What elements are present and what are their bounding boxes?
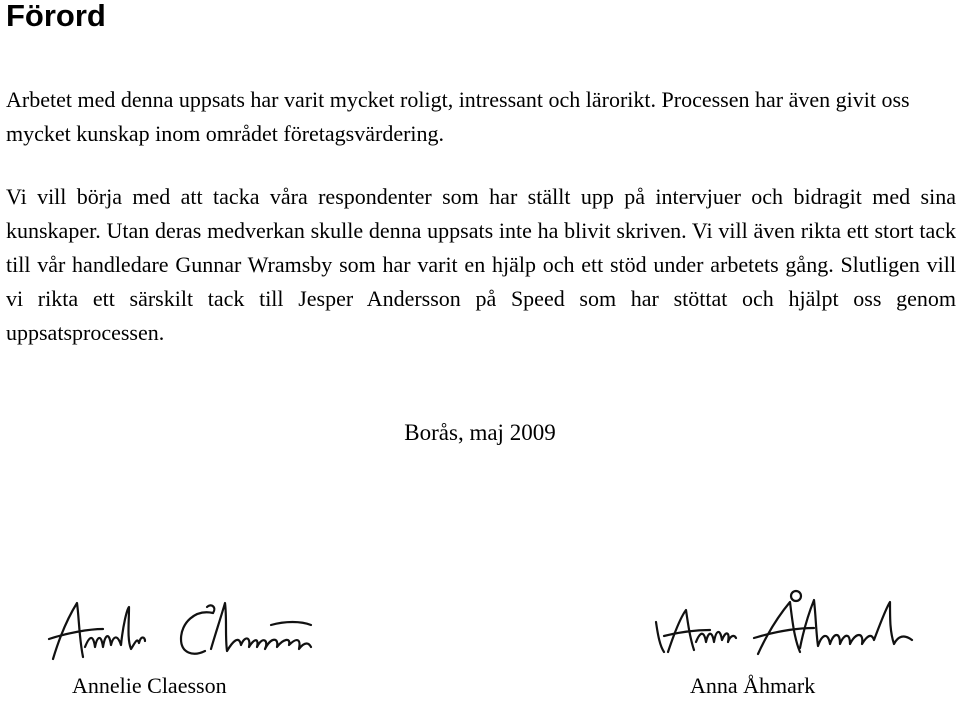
signer-name-annelie-claesson: Annelie Claesson xyxy=(72,673,227,698)
signature-anna-ahmark xyxy=(650,588,920,668)
signer-name-anna-ahmark: Anna Åhmark xyxy=(690,673,816,698)
page-title: Förord xyxy=(6,0,106,33)
paragraph-acknowledgements: Vi vill börja med att tacka våra respondenter som har ställt upp på intervjuer och bidragit med sina kunskaper. Utan deras medverkan skulle denna uppsats inte ha blivit skriven. Vi vill även rikta ett stort tack till vår handledare Gunnar Wramsby som har varit en hjälp och ett stöd under arbetets gång. Slutligen vill vi rikta ett särskilt tack till Jesper Andersson på Speed som har stöttat och hjälpt oss genom uppsatsprocessen. xyxy=(6,184,956,345)
place-date: Borås, maj 2009 xyxy=(404,420,556,445)
paragraph-intro: Arbetet med denna uppsats har varit mycket roligt, intressant och lärorikt. Processen har även givit oss mycket kunskap inom området företagsvärdering. xyxy=(6,87,910,146)
signature-annelie-claesson xyxy=(45,595,315,675)
